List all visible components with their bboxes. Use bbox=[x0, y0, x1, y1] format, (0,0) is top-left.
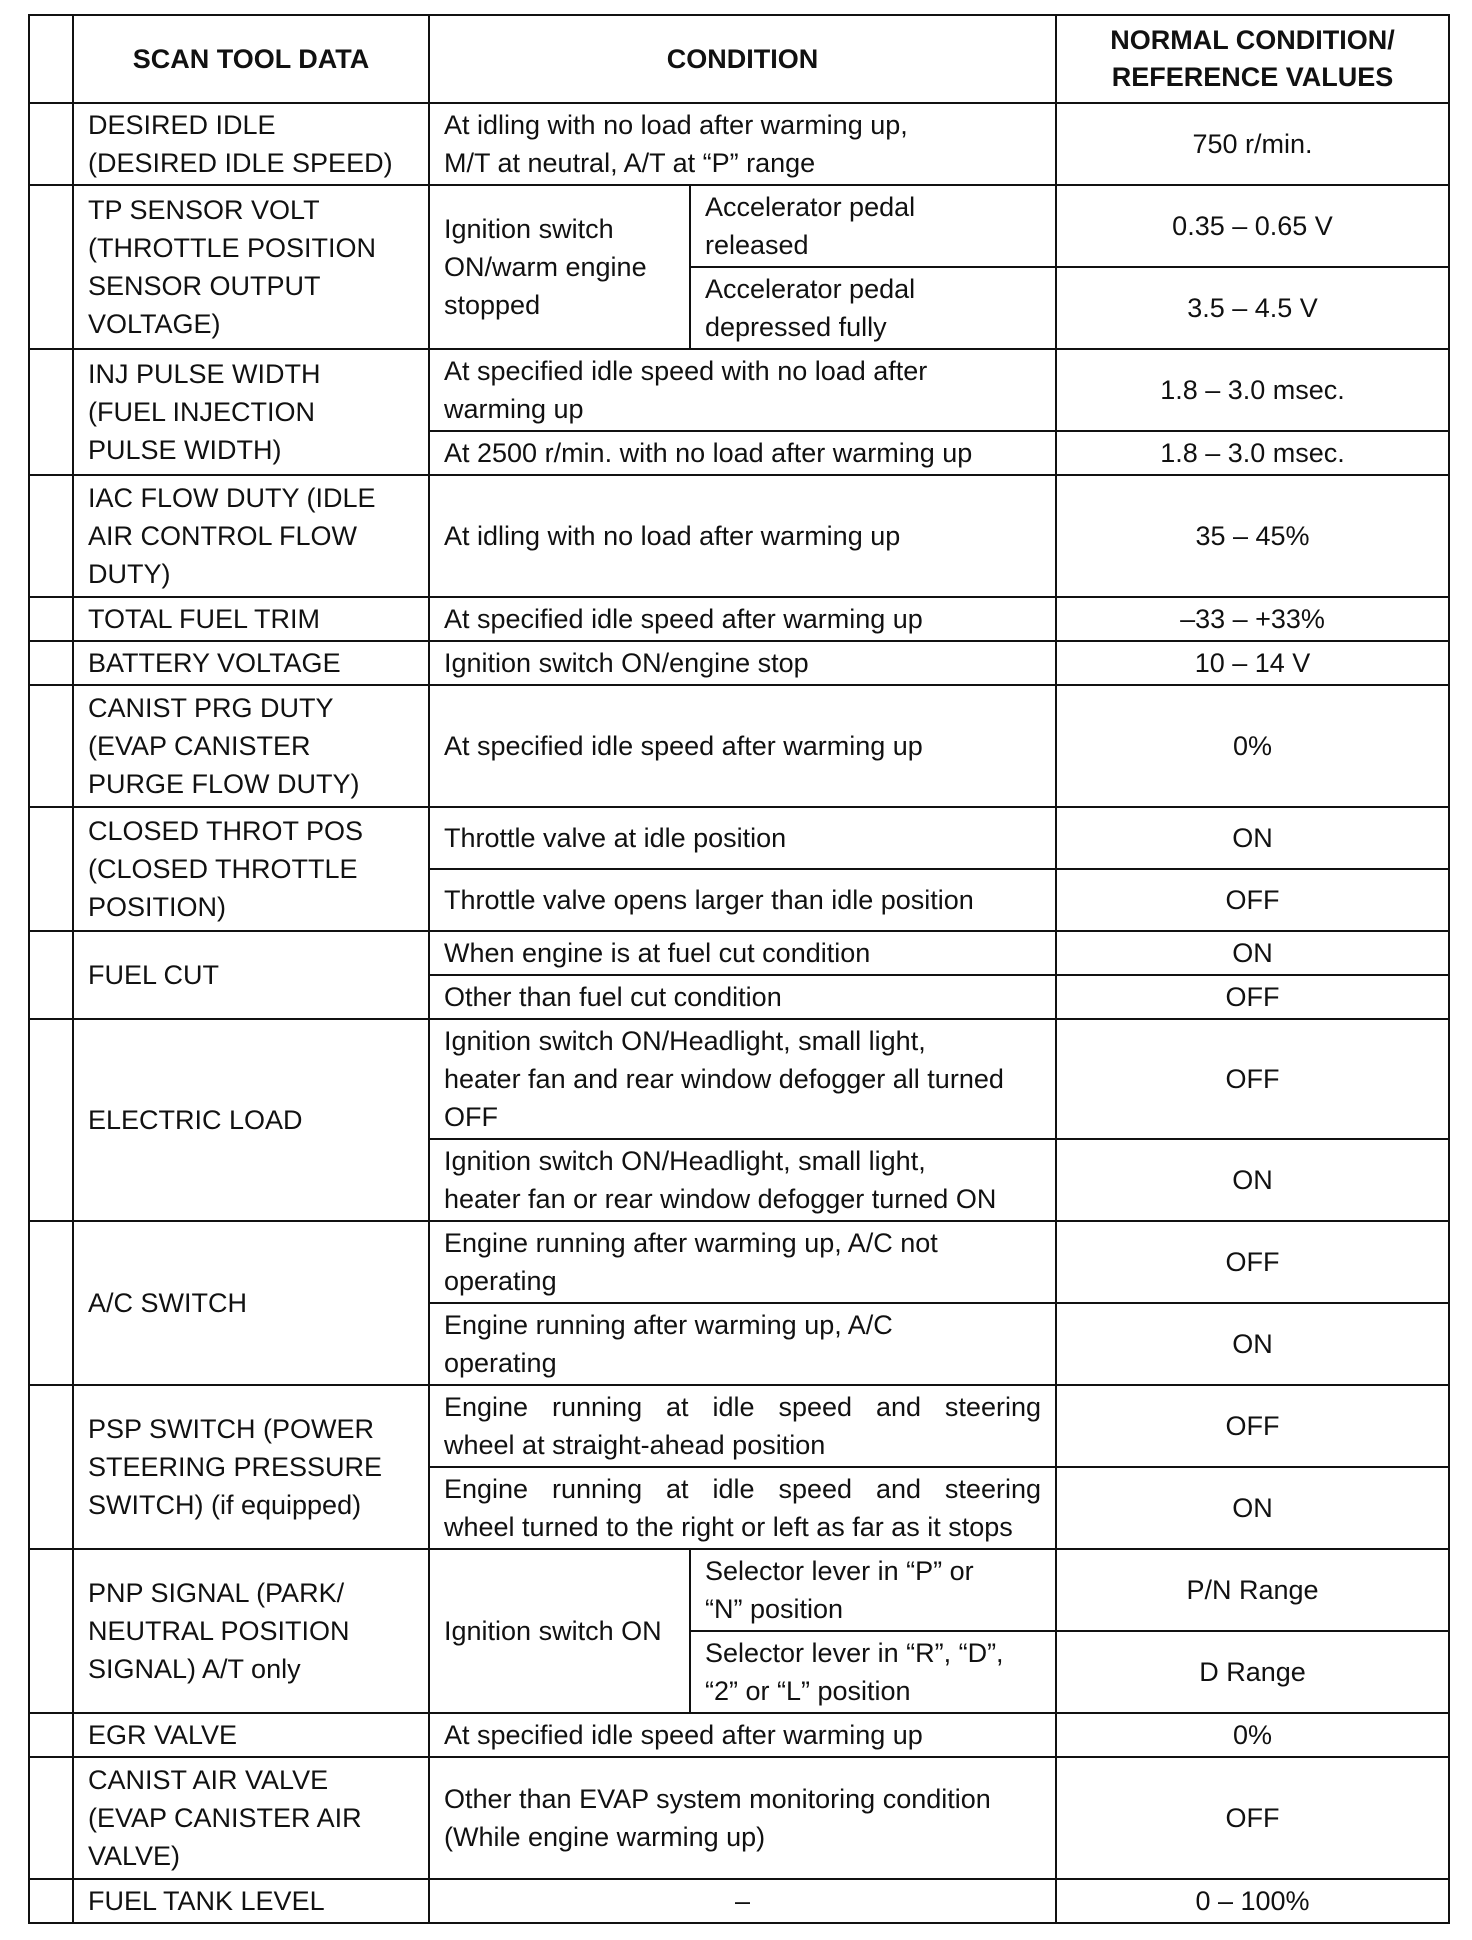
value-cell: ON bbox=[1056, 807, 1449, 869]
table-row bbox=[29, 931, 1449, 975]
data-line: VALVE) bbox=[88, 1841, 181, 1871]
index-cell bbox=[29, 1879, 73, 1923]
condition-line: Engine running after warming up, A/C bbox=[444, 1310, 893, 1340]
scan-data-cell bbox=[73, 1385, 429, 1549]
table-row bbox=[29, 1757, 1449, 1879]
condition-cell bbox=[429, 1139, 1056, 1221]
condition-line: Selector lever in “R”, “D”, bbox=[705, 1638, 1004, 1668]
data-line: PULSE WIDTH) bbox=[88, 435, 282, 465]
condition-line: released bbox=[705, 230, 809, 260]
data-line: (EVAP CANISTER AIR bbox=[88, 1803, 362, 1833]
table-row bbox=[29, 1019, 1449, 1139]
condition-line: Engine running after warming up, A/C not bbox=[444, 1228, 938, 1258]
scan-data-cell: EGR VALVE bbox=[73, 1713, 429, 1757]
condition-line: warming up bbox=[444, 394, 584, 424]
condition-line: depressed fully bbox=[705, 312, 887, 342]
condition-line: stopped bbox=[444, 290, 541, 320]
condition-cell: At specified idle speed after warming up bbox=[429, 597, 1056, 641]
header-row bbox=[29, 15, 1449, 103]
data-line: (FUEL INJECTION bbox=[88, 397, 316, 427]
data-line: IAC FLOW DUTY (IDLE bbox=[88, 483, 376, 513]
table-row bbox=[29, 1879, 1449, 1923]
data-line: (EVAP CANISTER bbox=[88, 731, 311, 761]
value-cell: OFF bbox=[1056, 1385, 1449, 1467]
condition-line: operating bbox=[444, 1348, 557, 1378]
scan-data-cell bbox=[73, 1757, 429, 1879]
condition-line: operating bbox=[444, 1266, 557, 1296]
condition-line: heater fan or rear window defogger turned ON bbox=[444, 1184, 997, 1214]
index-header-cell bbox=[29, 15, 73, 103]
scan-data-cell bbox=[73, 1549, 429, 1713]
condition-line: “N” position bbox=[705, 1594, 844, 1624]
scan-data-cell bbox=[73, 475, 429, 597]
condition-cell: Ignition switch ON/engine stop bbox=[429, 641, 1056, 685]
index-cell bbox=[29, 807, 73, 931]
value-cell: ON bbox=[1056, 1303, 1449, 1385]
condition-cell bbox=[429, 1019, 1056, 1139]
value-cell: 35 – 45% bbox=[1056, 475, 1449, 597]
condition-cell: When engine is at fuel cut condition bbox=[429, 931, 1056, 975]
value-cell: OFF bbox=[1056, 1757, 1449, 1879]
table-row bbox=[29, 807, 1449, 869]
index-cell bbox=[29, 349, 73, 475]
data-line: AIR CONTROL FLOW bbox=[88, 521, 358, 551]
data-line: TP SENSOR VOLT bbox=[88, 195, 320, 225]
index-cell bbox=[29, 475, 73, 597]
value-cell: D Range bbox=[1056, 1631, 1449, 1713]
condition-line: wheel turned to the right or left as far as it stops bbox=[444, 1512, 1013, 1542]
data-line: PURGE FLOW DUTY) bbox=[88, 769, 360, 799]
sub-condition-cell bbox=[690, 1549, 1056, 1631]
value-cell: 1.8 – 3.0 msec. bbox=[1056, 349, 1449, 431]
normal-condition-header bbox=[1056, 15, 1449, 103]
index-cell bbox=[29, 931, 73, 1019]
condition-line: (While engine warming up) bbox=[444, 1822, 766, 1852]
condition-cell: At specified idle speed after warming up bbox=[429, 1713, 1056, 1757]
condition-cell: At 2500 r/min. with no load after warming up bbox=[429, 431, 1056, 475]
scan-data-cell: A/C SWITCH bbox=[73, 1221, 429, 1385]
condition-cell: Other than fuel cut condition bbox=[429, 975, 1056, 1019]
scan-tool-data-header: SCAN TOOL DATA bbox=[73, 15, 429, 103]
condition-line: Accelerator pedal bbox=[705, 274, 916, 304]
condition-cell bbox=[429, 349, 1056, 431]
data-line: CANIST PRG DUTY bbox=[88, 693, 334, 723]
condition-main-cell bbox=[429, 185, 690, 349]
condition-line: “2” or “L” position bbox=[705, 1676, 911, 1706]
index-cell bbox=[29, 1221, 73, 1385]
value-cell: ON bbox=[1056, 931, 1449, 975]
scan-data-cell bbox=[73, 807, 429, 931]
condition-cell bbox=[429, 1757, 1056, 1879]
sub-condition-cell bbox=[690, 267, 1056, 349]
condition-line: heater fan and rear window defogger all turned bbox=[444, 1064, 1004, 1094]
value-cell: ON bbox=[1056, 1139, 1449, 1221]
data-line: (DESIRED IDLE SPEED) bbox=[88, 148, 393, 178]
value-cell: 1.8 – 3.0 msec. bbox=[1056, 431, 1449, 475]
data-line: PSP SWITCH (POWER bbox=[88, 1414, 375, 1444]
table-row bbox=[29, 641, 1449, 685]
value-cell: OFF bbox=[1056, 1221, 1449, 1303]
index-cell bbox=[29, 597, 73, 641]
condition-cell: – bbox=[429, 1879, 1056, 1923]
data-line: SIGNAL) A/T only bbox=[88, 1654, 301, 1684]
value-cell: 0.35 – 0.65 V bbox=[1056, 185, 1449, 267]
table-row bbox=[29, 349, 1449, 431]
data-line: INJ PULSE WIDTH bbox=[88, 359, 321, 389]
value-cell: OFF bbox=[1056, 1019, 1449, 1139]
condition-main-cell: Ignition switch ON bbox=[429, 1549, 690, 1713]
value-cell: 0 – 100% bbox=[1056, 1879, 1449, 1923]
value-cell: 3.5 – 4.5 V bbox=[1056, 267, 1449, 349]
condition-line: Engine running at idle speed and steering bbox=[444, 1474, 1041, 1504]
value-cell: 750 r/min. bbox=[1056, 103, 1449, 185]
table-row bbox=[29, 685, 1449, 807]
index-cell bbox=[29, 103, 73, 185]
index-cell bbox=[29, 185, 73, 349]
value-cell: 10 – 14 V bbox=[1056, 641, 1449, 685]
data-line: (CLOSED THROTTLE bbox=[88, 854, 358, 884]
condition-line: Other than EVAP system monitoring condition bbox=[444, 1784, 991, 1814]
index-cell bbox=[29, 641, 73, 685]
sub-condition-cell bbox=[690, 1631, 1056, 1713]
index-cell bbox=[29, 1019, 73, 1221]
scan-data-cell: TOTAL FUEL TRIM bbox=[73, 597, 429, 641]
table-row bbox=[29, 185, 1449, 267]
scan-data-cell bbox=[73, 685, 429, 807]
data-line: STEERING PRESSURE bbox=[88, 1452, 383, 1482]
table-row bbox=[29, 1221, 1449, 1303]
scan-data-cell bbox=[73, 185, 429, 349]
reference-header-line: REFERENCE VALUES bbox=[1111, 62, 1394, 92]
condition-cell bbox=[429, 1467, 1056, 1549]
condition-cell bbox=[429, 1221, 1056, 1303]
condition-line: Ignition switch ON/Headlight, small light, bbox=[444, 1146, 926, 1176]
condition-line: Ignition switch ON/Headlight, small light, bbox=[444, 1026, 926, 1056]
data-line: CLOSED THROT POS bbox=[88, 816, 364, 846]
condition-line: Accelerator pedal bbox=[705, 192, 916, 222]
data-line: VOLTAGE) bbox=[88, 309, 221, 339]
scan-data-cell bbox=[73, 103, 429, 185]
value-cell: P/N Range bbox=[1056, 1549, 1449, 1631]
condition-cell: Throttle valve opens larger than idle position bbox=[429, 869, 1056, 931]
index-cell bbox=[29, 1713, 73, 1757]
scan-data-cell: FUEL CUT bbox=[73, 931, 429, 1019]
condition-cell: Throttle valve at idle position bbox=[429, 807, 1056, 869]
condition-line: wheel at straight-ahead position bbox=[444, 1430, 826, 1460]
table-row bbox=[29, 1713, 1449, 1757]
data-line: SENSOR OUTPUT bbox=[88, 271, 321, 301]
table-row bbox=[29, 1385, 1449, 1467]
condition-cell: At specified idle speed after warming up bbox=[429, 685, 1056, 807]
index-cell bbox=[29, 1549, 73, 1713]
condition-header: CONDITION bbox=[429, 15, 1056, 103]
data-line: NEUTRAL POSITION bbox=[88, 1616, 350, 1646]
value-cell: OFF bbox=[1056, 869, 1449, 931]
data-line: (THROTTLE POSITION bbox=[88, 233, 377, 263]
data-line: POSITION) bbox=[88, 892, 227, 922]
condition-line: Ignition switch bbox=[444, 214, 614, 244]
data-line: CANIST AIR VALVE bbox=[88, 1765, 329, 1795]
table-row bbox=[29, 1549, 1449, 1631]
value-cell: 0% bbox=[1056, 685, 1449, 807]
index-cell bbox=[29, 1385, 73, 1549]
condition-line: M/T at neutral, A/T at “P” range bbox=[444, 148, 816, 178]
value-cell: 0% bbox=[1056, 1713, 1449, 1757]
normal-header-line: NORMAL CONDITION/ bbox=[1110, 25, 1395, 55]
index-cell bbox=[29, 685, 73, 807]
data-line: PNP SIGNAL (PARK/ bbox=[88, 1578, 345, 1608]
condition-cell bbox=[429, 1385, 1056, 1467]
condition-line: OFF bbox=[444, 1102, 498, 1132]
condition-line: ON/warm engine bbox=[444, 252, 647, 282]
data-line: DESIRED IDLE bbox=[88, 110, 276, 140]
value-cell: OFF bbox=[1056, 975, 1449, 1019]
condition-line: Engine running at idle speed and steering bbox=[444, 1392, 1041, 1422]
scan-data-cell: ELECTRIC LOAD bbox=[73, 1019, 429, 1221]
condition-line: At idling with no load after warming up, bbox=[444, 110, 908, 140]
table-row bbox=[29, 475, 1449, 597]
condition-line: Selector lever in “P” or bbox=[705, 1556, 974, 1586]
condition-cell: At idling with no load after warming up bbox=[429, 475, 1056, 597]
table-row bbox=[29, 103, 1449, 185]
table-row bbox=[29, 597, 1449, 641]
data-line: DUTY) bbox=[88, 559, 171, 589]
condition-cell bbox=[429, 1303, 1056, 1385]
condition-cell bbox=[429, 103, 1056, 185]
value-cell: –33 – +33% bbox=[1056, 597, 1449, 641]
sub-condition-cell bbox=[690, 185, 1056, 267]
condition-line: At specified idle speed with no load after bbox=[444, 356, 928, 386]
index-cell bbox=[29, 1757, 73, 1879]
scan-data-cell bbox=[73, 349, 429, 475]
data-line: SWITCH) (if equipped) bbox=[88, 1490, 362, 1520]
scan-tool-data-table bbox=[28, 14, 1450, 1924]
value-cell: ON bbox=[1056, 1467, 1449, 1549]
scan-data-cell: FUEL TANK LEVEL bbox=[73, 1879, 429, 1923]
scan-data-cell: BATTERY VOLTAGE bbox=[73, 641, 429, 685]
